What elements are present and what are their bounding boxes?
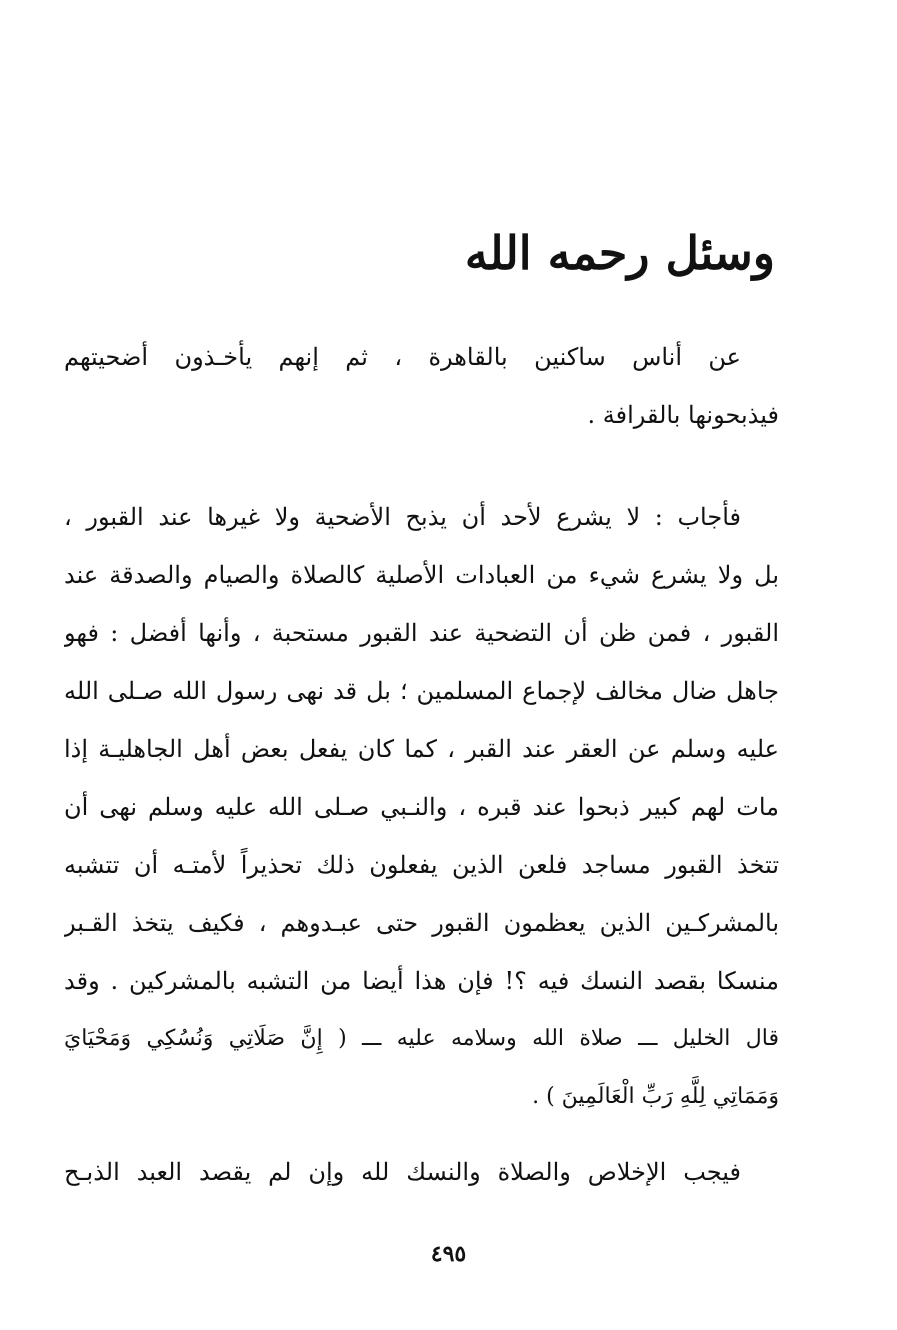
question-paragraph [64, 328, 779, 444]
text-line: عليه وسلم عن العقر عند القبر ، كما كان يفعل بعض أهل الجاهليـة إذا [64, 735, 779, 763]
text-line: منسكا بقصد النسك فيه ؟! فإن هذا أيضا من التشبه بالمشركين . وقد [64, 967, 779, 995]
text-line: بل ولا يشرع شيء من العبادات الأصلية كالصلاة والصيام والصدقة عند [64, 561, 779, 589]
page-number: ٤٩٥ [430, 1241, 467, 1267]
text-line: مات لهم كبير ذبحوا عند قبره ، والنـبي صـلى الله عليه وسلم نهى أن [64, 793, 779, 821]
continuation-paragraph [64, 1143, 779, 1201]
text-line-with-verse: قال الخليل ـــ صلاة الله وسلامه عليه ـــ ( إِنَّ صَلَاتِي وَنُسُكِي وَمَحْيَايَ [64, 1026, 779, 1051]
text-line: تتخذ القبور مساجد فلعن الذين يفعلون ذلك تحذيراً لأمتـه أن تتشبه [64, 851, 779, 879]
answer-paragraph [64, 488, 779, 1126]
verse-line: وَمَمَاتِي لِلَّهِ رَبِّ الْعَالَمِينَ ) . [532, 1084, 779, 1109]
text-line: عن أناس ساكنين بالقاهرة ، ثم إنهم يأخـذون أضحيتهم [64, 343, 741, 371]
text-line: فيجب الإخلاص والصلاة والنسك لله وإن لم يقصد العبد الذبـح [64, 1158, 741, 1186]
text-line: بالمشركـين الذين يعظمون القبور حتى عبـدوهم ، فكيف يتخذ القـبر [64, 909, 779, 937]
text-line: جاهل ضال مخالف لإجماع المسلمين ؛ بل قد نهى رسول الله صـلى الله [64, 677, 779, 705]
text-line: القبور ، فمن ظن أن التضحية عند القبور مستحبة ، وأنها أفضل : فهو [64, 619, 779, 647]
text-line: فأجاب : لا يشرع لأحد أن يذبح الأضحية ولا غيرها عند القبور ، [64, 503, 741, 531]
section-heading: وسئل رحمه الله [464, 226, 775, 280]
text-line: فيذبحونها بالقرافة . [587, 401, 779, 429]
